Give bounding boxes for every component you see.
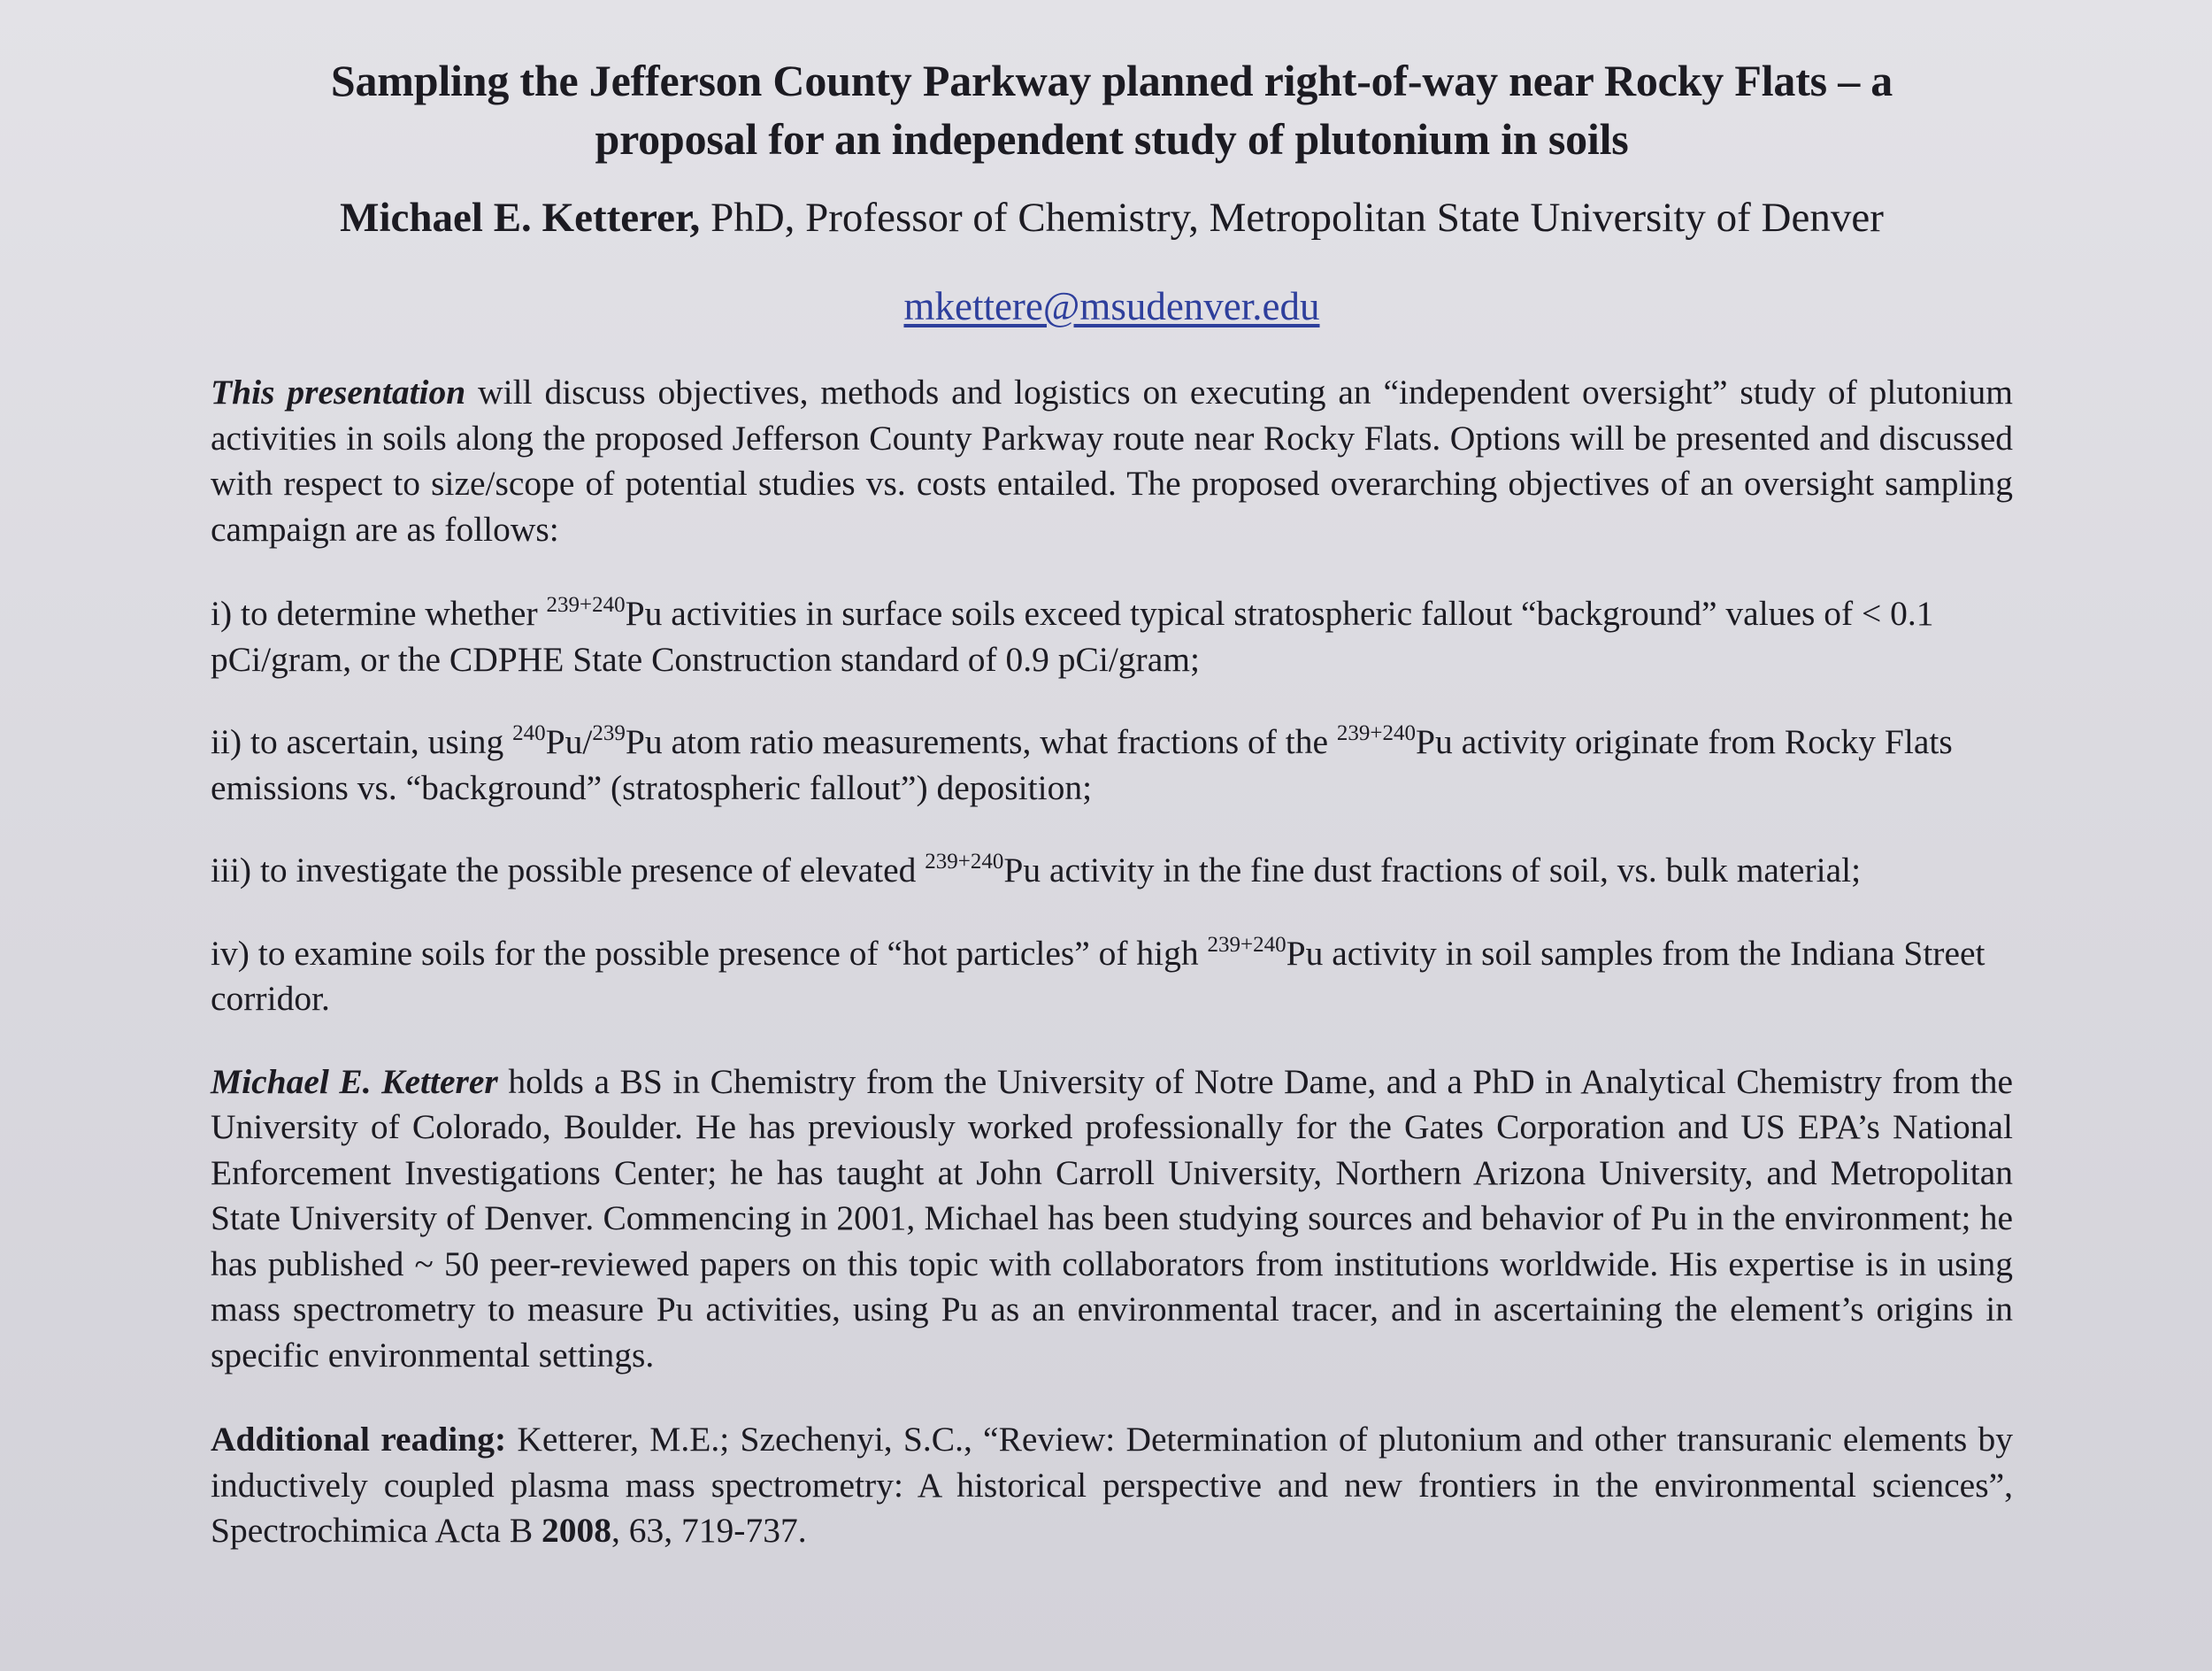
isotope-superscript: 240 <box>512 721 546 745</box>
author-affiliation: PhD, Professor of Chemistry, Metropolitan State University of Denver <box>700 195 1884 241</box>
document-title <box>211 51 2013 168</box>
isotope-superscript: 239+240 <box>1336 721 1417 745</box>
objective-iii <box>211 848 2013 894</box>
objective-iii-text-a: iii) to investigate the possible presence of elevated <box>211 851 926 889</box>
objective-ii-text-c: Pu atom ratio measurements, what fractions of the <box>625 722 1337 761</box>
objective-i-text-a: i) to determine whether <box>211 594 547 633</box>
objective-ii-text-b: Pu/ <box>545 722 593 761</box>
author-name: Michael E. Ketterer, <box>340 195 701 241</box>
isotope-superscript: 239+240 <box>1207 932 1286 957</box>
author-line <box>211 191 2013 244</box>
objective-iii-text-b: Pu activity in the fine dust fractions of soil, vs. bulk material; <box>1003 851 1862 889</box>
intro-paragraph <box>211 370 2013 552</box>
bio-text: holds a BS in Chemistry from the University of Notre Dame, and a PhD in Analytical Chemistry from the University of Colorado, Boulder. He has previously worked professionally for the Gates Corporation and US EPA’s National Enforcement Investigations Center; he has taught at John Carroll University, Northern Arizona University, and Metropolitan State University of Denver. Commencing in 2001, Michael has been studying sources and behavior of Pu in the environment; he has published ~ 50 peer-reviewed papers on this topic with collaborators from institutions worldwide. His expertise is in using mass spectrometry to measure Pu activities, using Pu as an environmental tracer, and in ascertaining the element’s origins in specific environmental settings. <box>211 1061 2013 1375</box>
additional-reading-paragraph <box>211 1417 2013 1554</box>
objective-ii-text-a: ii) to ascertain, using <box>211 722 513 761</box>
bio-lead: Michael E. Ketterer <box>211 1061 498 1101</box>
isotope-superscript: 239+240 <box>925 850 1004 874</box>
title-line-2: proposal for an independent study of plutonium in soils <box>595 114 1629 164</box>
reading-lead: Additional reading: <box>211 1420 507 1459</box>
intro-lead: This presentation <box>211 373 466 412</box>
objective-iv-text-a: iv) to examine soils for the possible presence of “hot particles” of high <box>211 933 1208 973</box>
objective-iv <box>211 931 2013 1022</box>
objective-i-text-b: Pu activities in surface soils exceed typical stratospheric fallout “background” values of < 0.1 pCi/gram, or the CDPHE State Construction standard of 0.9 pCi/gram; <box>211 594 1934 679</box>
bio-paragraph <box>211 1059 2013 1379</box>
reading-year: 2008 <box>541 1511 612 1550</box>
email-line <box>211 281 2013 331</box>
objective-ii-text-d: Pu activity originate from Rocky Flats emissions vs. “background” (stratospheric fallout”) deposition; <box>211 722 1953 807</box>
objective-i <box>211 591 2013 682</box>
intro-text: will discuss objectives, methods and logistics on executing an “independent oversight” study of plutonium activities in soils along the proposed Jefferson County Parkway route near Rocky Flats. Options will be presented and discussed with respect to size/scope of potential studies vs. costs entailed. The proposed overarching objectives of an oversight sampling campaign are as follows: <box>211 373 2014 549</box>
isotope-superscript: 239+240 <box>546 593 626 617</box>
title-line-1: Sampling the Jefferson County Parkway planned right-of-way near Rocky Flats – a <box>330 56 1893 105</box>
reading-text: Ketterer, M.E.; Szechenyi, S.C., “Review: Determination of plutonium and other transuranic elements by inductively coupled plasma mass spectrometry: A historical perspective and new frontiers in the environmental sciences”, Spectrochimica Acta B <box>211 1420 2014 1550</box>
isotope-superscript: 239 <box>592 721 626 745</box>
objective-iv-text-b: Pu activity in soil samples from the Indiana Street corridor. <box>211 933 1985 1018</box>
objective-ii <box>211 720 2013 811</box>
author-email-link[interactable]: mkettere@msudenver.edu <box>903 284 1320 328</box>
reading-tail: , 63, 719-737. <box>611 1511 807 1550</box>
